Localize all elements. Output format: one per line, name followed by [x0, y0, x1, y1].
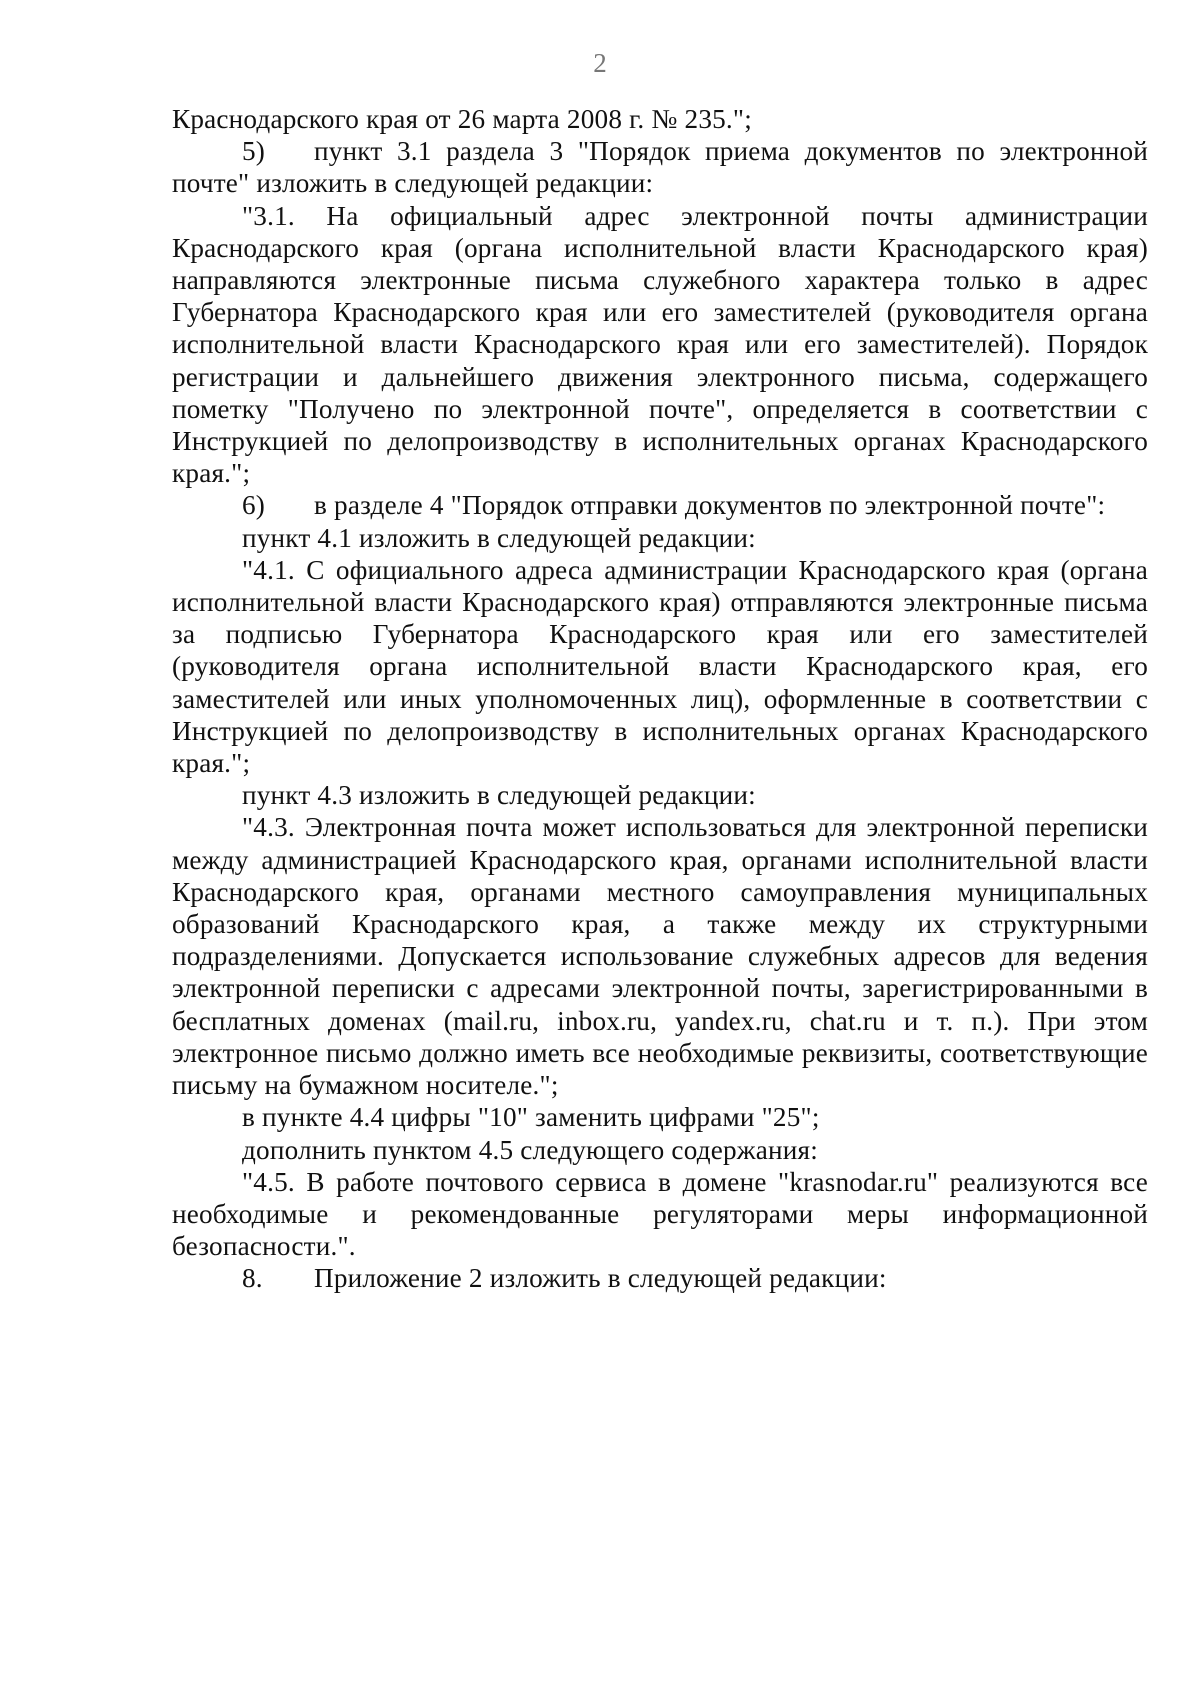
paragraph-clause-4-1-intro: пункт 4.1 изложить в следующей редакции: — [242, 522, 756, 553]
paragraph-clause-4-4: в пункте 4.4 цифры "10" заменить цифрами "25"; — [242, 1102, 820, 1133]
paragraph-clause-4-5-intro: дополнить пунктом 4.5 следующего содержания: — [242, 1134, 819, 1165]
page-number: 2 — [593, 48, 607, 78]
paragraph-clause-4-1: "4.1. С официального адреса администрации Краснодарского края (органа исполнительной власти Краснодарского края) отправляются электронные письма за подписью Губернатора Краснодарского края или его заместителей (руководителя органа исполнительной власти Краснодарского края, его заместителей или иных уполномоченных лиц), оформленные в соответствии с Инструкцией по делопроизводству в исполнительных органах Краснодарского края."; — [172, 554, 1148, 779]
paragraph-text: в разделе 4 "Порядок отправки документов по электронной почте": — [314, 490, 1106, 521]
paragraph-text: Приложение 2 изложить в следующей редакции: — [314, 1263, 887, 1294]
item-number-label: 6) — [242, 490, 266, 521]
paragraph-clause-4-3: "4.3. Электронная почта может использоваться для электронной переписки между администрацией Краснодарского края, органами исполнительной власти Краснодарского края, органами местного самоуправления муниципальных образований Краснодарского края, а также между их структурными подразделениями. Допускается использование служебных адресов для ведения электронной переписки с адресами электронной почты, зарегистрированными в бесплатных доменах (mail.ru, inbox.ru, yandex.ru, chat.ru и т. п.). При этом электронное письмо должно иметь все необходимые реквизиты, соответствующие письму на бумажном носителе."; — [172, 812, 1148, 1101]
paragraph-text: пункт 3.1 раздела 3 "Порядок приема документов по электронной почте" изложить в следующей редакции: — [172, 136, 1148, 199]
paragraph-clause-4-3-intro: пункт 4.3 изложить в следующей редакции: — [242, 780, 756, 811]
paragraph-item-8 — [172, 1262, 1148, 1294]
item-number-label: 8. — [242, 1263, 263, 1294]
paragraph-clause-4-5: "4.5. В работе почтового сервиса в домене "krasnodar.ru" реализуются все необходимые и рекомендованные регуляторами меры информационной безопасности.". — [172, 1166, 1148, 1262]
paragraph-continuation: Краснодарского края от 26 марта 2008 г. № 235."; — [172, 104, 752, 134]
paragraph-clause-3-1: "3.1. На официальный адрес электронной почты администрации Краснодарского края (органа исполнительной власти Краснодарского края) направляются электронные письма служебного характера только в адрес Губернатора Краснодарского края или его заместителей (руководителя органа исполнительной власти Краснодарского края или его заместителей). Порядок регистрации и дальнейшего движения электронного письма, содержащего пометку "Получено по электронной почте", определяется в соответствии с Инструкцией по делопроизводству в исполнительных органах Краснодарского края."; — [172, 200, 1148, 489]
paragraph-item-6 — [172, 489, 1148, 521]
document-body — [172, 103, 1148, 1295]
item-number-label: 5) — [242, 136, 266, 167]
paragraph-item-5 — [172, 135, 1148, 199]
